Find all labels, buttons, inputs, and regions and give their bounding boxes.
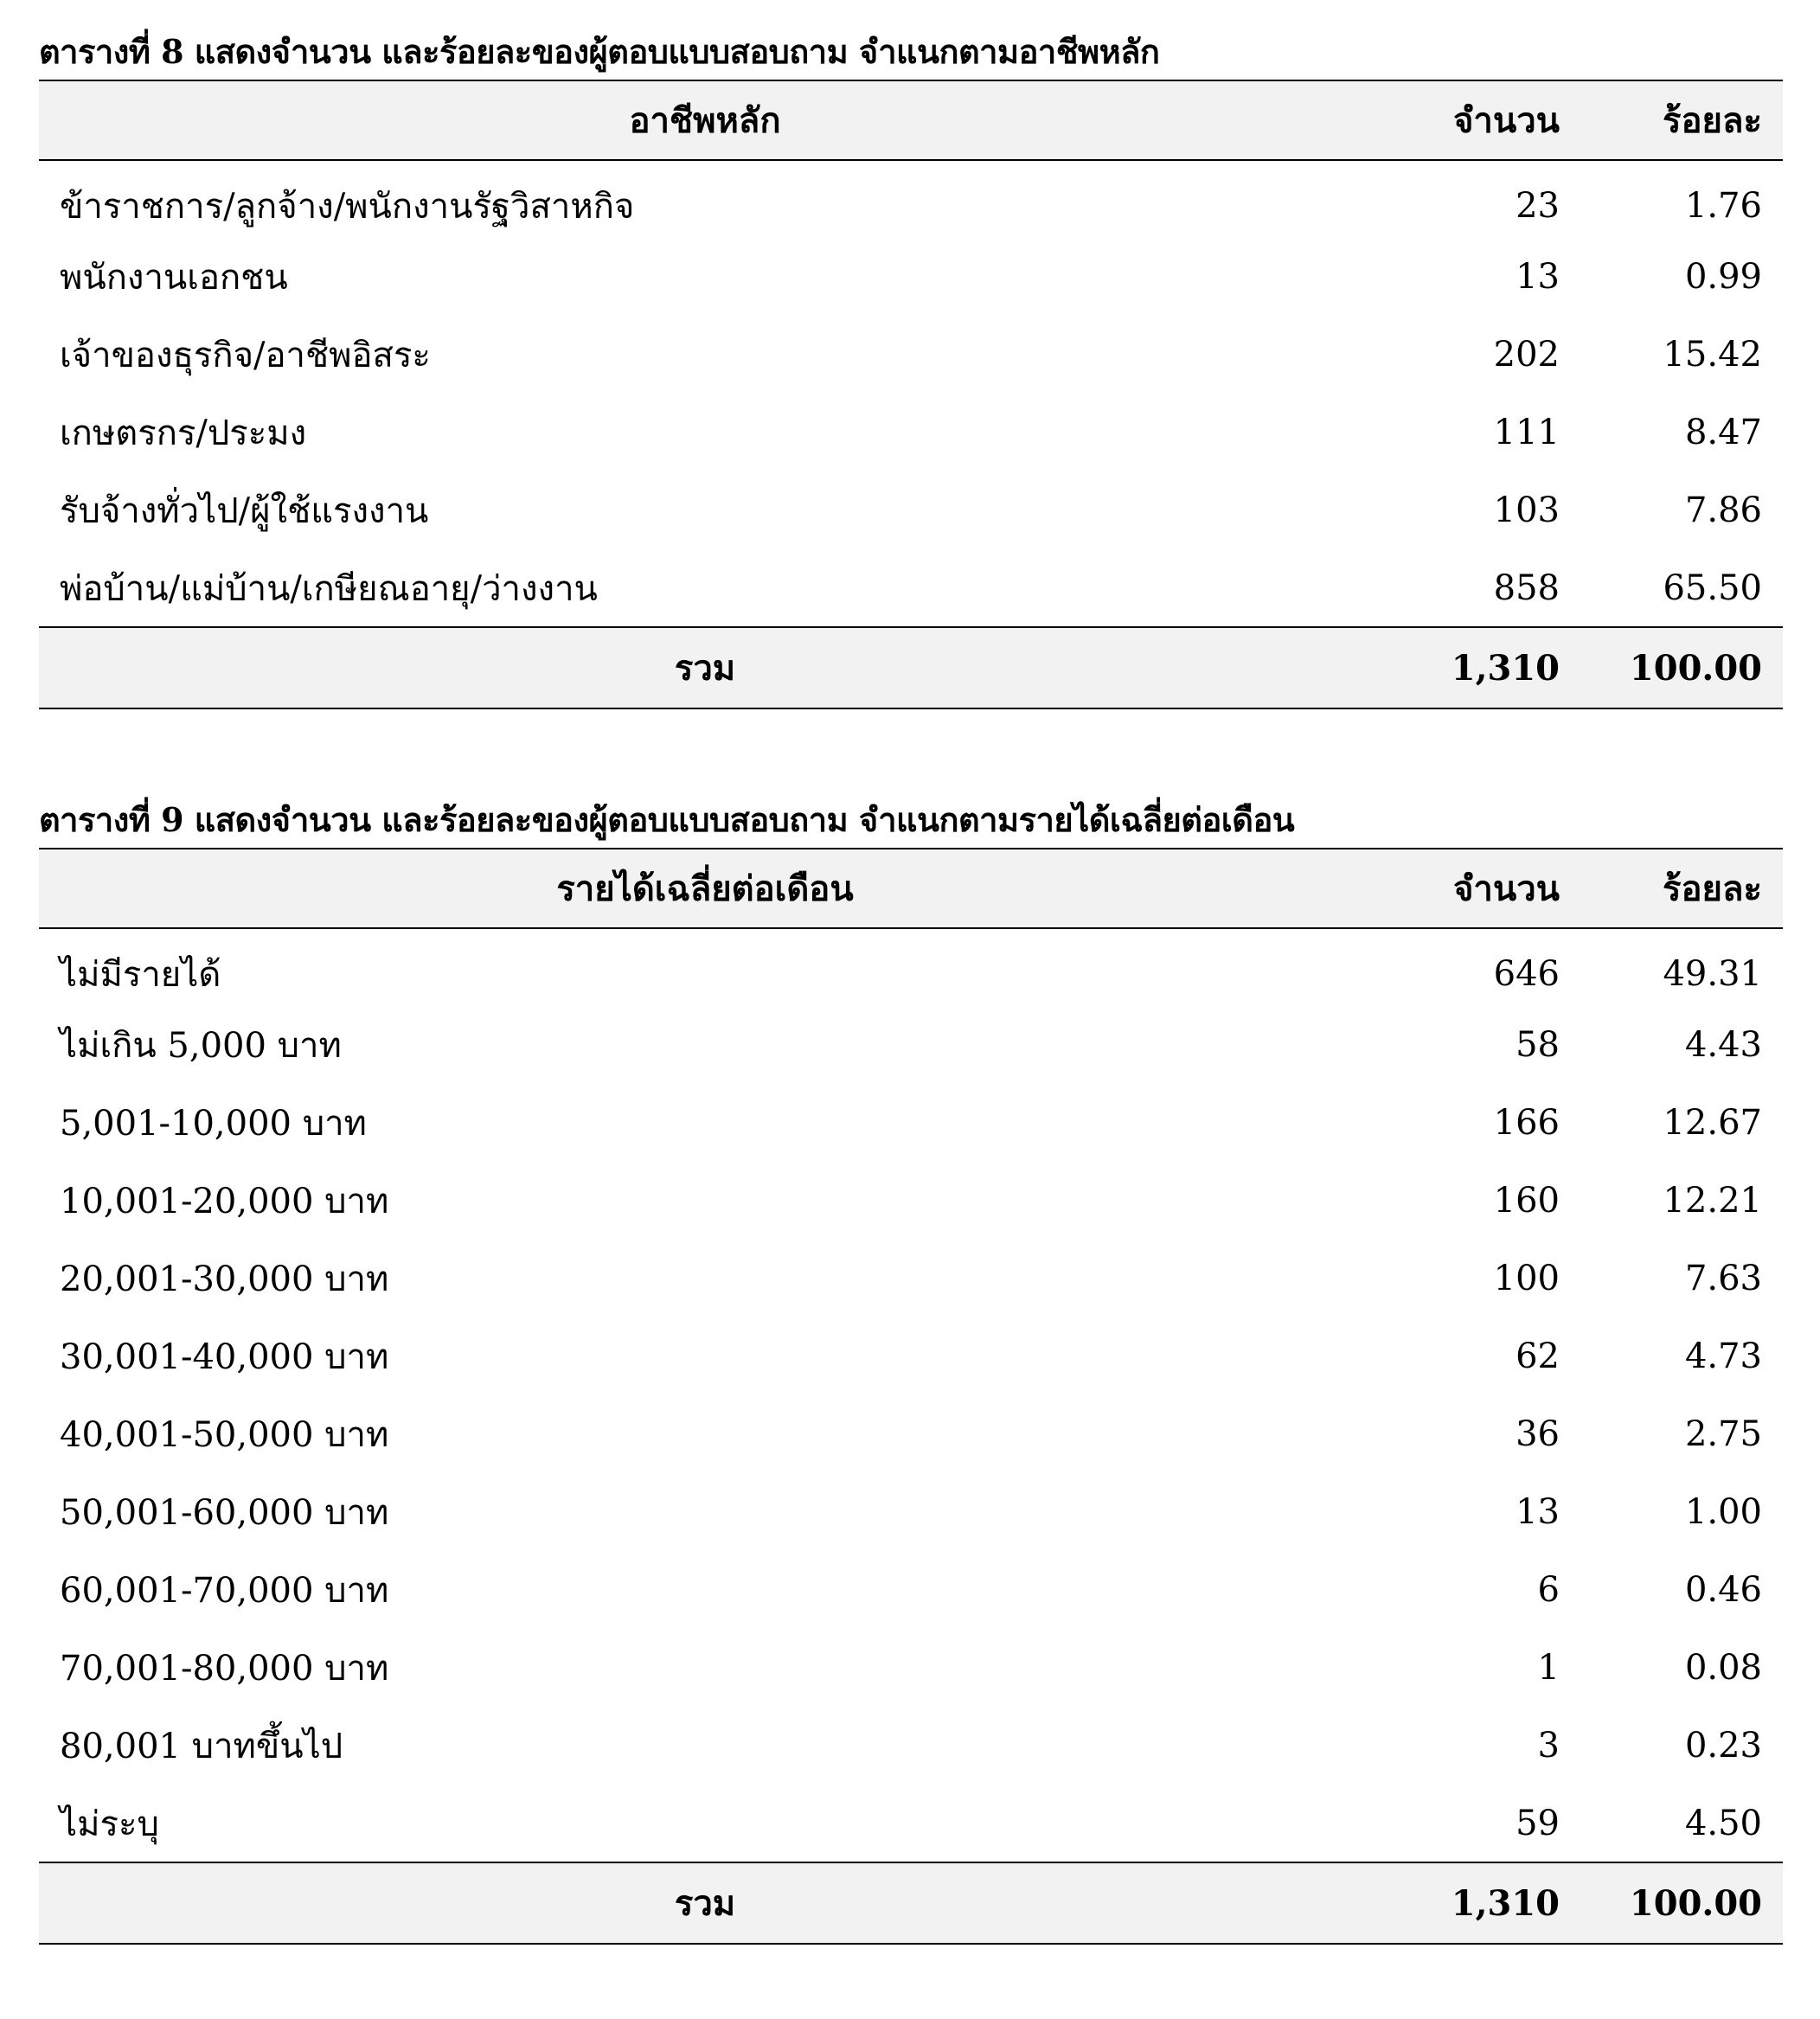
row-count: 62: [1516, 1336, 1560, 1376]
row-percent: 8.47: [1684, 413, 1762, 452]
table-row: [39, 316, 1783, 394]
row-count: 160: [1493, 1181, 1560, 1221]
row-count: 100: [1493, 1259, 1560, 1298]
row-percent: 49.31: [1663, 953, 1762, 994]
row-label: 5,001-10,000 บาท: [60, 1104, 367, 1144]
row-percent: 7.63: [1684, 1259, 1762, 1298]
table-row: [39, 549, 1783, 627]
column-header-count: จำนวน: [1371, 80, 1580, 160]
table-row: [39, 1317, 1783, 1395]
table-row: [39, 1006, 1783, 1084]
row-label: 30,001-40,000 บาท: [60, 1337, 389, 1377]
row-label: ข้าราชการ/ลูกจ้าง/พนักงานรัฐวิสาหกิจ: [60, 186, 635, 227]
row-count: 103: [1493, 490, 1560, 530]
table-row: [39, 1162, 1783, 1240]
row-count: 646: [1493, 953, 1560, 994]
total-row: [39, 627, 1783, 708]
row-count: 23: [1516, 185, 1560, 226]
row-label: 50,001-60,000 บาท: [60, 1493, 389, 1533]
row-count: 111: [1493, 413, 1560, 452]
table-header-row: [39, 80, 1783, 160]
table-row: [39, 1785, 1783, 1862]
column-header-count: จำนวน: [1371, 849, 1580, 928]
table-row: [39, 1395, 1783, 1473]
total-count: 1,310: [1371, 1862, 1580, 1944]
row-count: 1: [1537, 1648, 1560, 1688]
column-header-percent: ร้อยละ: [1580, 80, 1783, 160]
row-label: ไม่ระบุ: [60, 1804, 159, 1844]
row-label: 80,001 บาทขึ้นไป: [60, 1727, 343, 1766]
total-label: รวม: [39, 627, 1371, 708]
row-label: 70,001-80,000 บาท: [60, 1649, 389, 1689]
table-row: [39, 1551, 1783, 1629]
row-percent: 4.73: [1684, 1336, 1762, 1376]
row-percent: 15.42: [1663, 335, 1762, 375]
row-label: 20,001-30,000 บาท: [60, 1259, 389, 1299]
table-row: [39, 1240, 1783, 1317]
total-row: [39, 1862, 1783, 1944]
column-header-income: รายได้เฉลี่ยต่อเดือน: [39, 849, 1371, 928]
row-label: พ่อบ้าน/แม่บ้าน/เกษียณอายุ/ว่างงาน: [60, 568, 598, 609]
occupation-table: [39, 80, 1783, 709]
row-label: รับจ้างทั่วไป/ผู้ใช้แรงงาน: [60, 491, 429, 531]
row-percent: 0.99: [1684, 257, 1762, 297]
row-percent: 4.50: [1684, 1803, 1762, 1843]
row-count: 3: [1537, 1726, 1560, 1766]
table-row: [39, 1473, 1783, 1551]
table-row: [39, 1084, 1783, 1162]
table-row: [39, 394, 1783, 471]
table-row: [39, 1707, 1783, 1785]
total-count: 1,310: [1371, 627, 1580, 708]
row-count: 36: [1516, 1414, 1560, 1454]
row-count: 59: [1516, 1803, 1560, 1843]
table-row: [39, 1629, 1783, 1707]
table-row: [39, 238, 1783, 316]
row-label: ไม่เกิน 5,000 บาท: [60, 1026, 342, 1066]
row-percent: 12.67: [1663, 1103, 1762, 1143]
occupation-table-caption: ตารางที่ 8 แสดงจำนวน และร้อยละของผู้ตอบแบบสอบถาม จำแนกตามอาชีพหลัก: [39, 32, 1160, 71]
income-table-caption: ตารางที่ 9 แสดงจำนวน และร้อยละของผู้ตอบแบบสอบถาม จำแนกตามรายได้เฉลี่ยต่อเดือน: [39, 800, 1295, 839]
column-header-occupation: อาชีพหลัก: [39, 80, 1371, 160]
total-percent: 100.00: [1580, 1862, 1783, 1944]
row-percent: 2.75: [1684, 1414, 1762, 1454]
row-label: พนักงานเอกชน: [60, 258, 288, 298]
table-row: [39, 928, 1783, 1006]
row-percent: 4.43: [1684, 1025, 1762, 1065]
table-header-row: [39, 849, 1783, 928]
row-count: 202: [1493, 335, 1560, 375]
row-label: ไม่มีรายได้: [60, 954, 221, 995]
row-count: 6: [1537, 1570, 1560, 1610]
row-percent: 1.76: [1684, 185, 1762, 226]
row-percent: 0.23: [1684, 1726, 1762, 1766]
row-label: 60,001-70,000 บาท: [60, 1571, 389, 1611]
total-percent: 100.00: [1580, 627, 1783, 708]
row-count: 858: [1493, 567, 1560, 608]
total-label: รวม: [39, 1862, 1371, 1944]
income-table: [39, 848, 1783, 1945]
row-label: 40,001-50,000 บาท: [60, 1415, 389, 1455]
column-header-percent: ร้อยละ: [1580, 849, 1783, 928]
row-count: 13: [1516, 257, 1560, 297]
row-label: เกษตรกร/ประมง: [60, 413, 307, 453]
row-count: 58: [1516, 1025, 1560, 1065]
row-label: 10,001-20,000 บาท: [60, 1182, 389, 1221]
table-row: [39, 160, 1783, 238]
row-percent: 65.50: [1663, 567, 1762, 608]
row-count: 13: [1516, 1492, 1560, 1532]
row-percent: 0.46: [1684, 1570, 1762, 1610]
income-table-section: [39, 794, 1783, 1945]
row-percent: 7.86: [1684, 490, 1762, 530]
row-percent: 12.21: [1663, 1181, 1762, 1221]
row-label: เจ้าของธุรกิจ/อาชีพอิสระ: [60, 336, 431, 375]
occupation-table-section: [39, 26, 1783, 709]
table-row: [39, 471, 1783, 549]
row-percent: 0.08: [1684, 1648, 1762, 1688]
row-count: 166: [1493, 1103, 1560, 1143]
row-percent: 1.00: [1684, 1492, 1762, 1532]
